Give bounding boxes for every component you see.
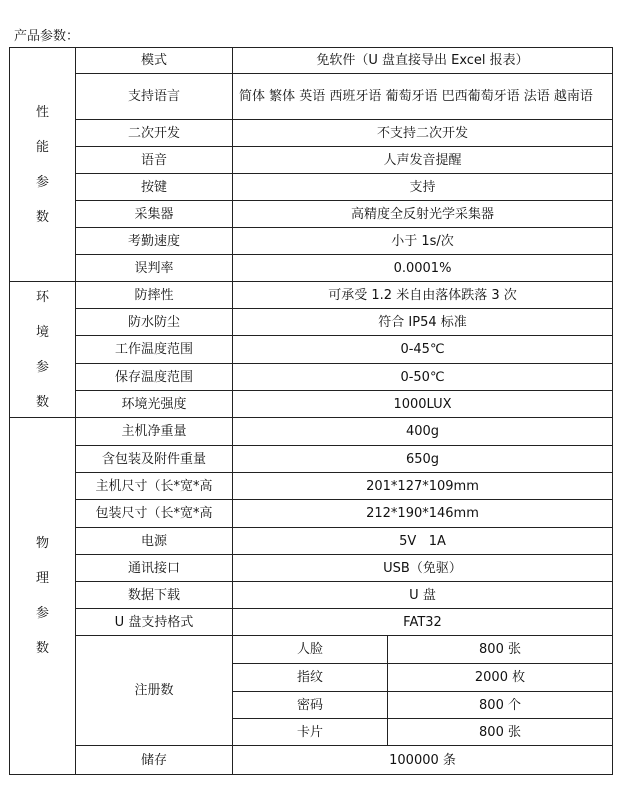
spec-label: 保存温度范围 [76, 364, 233, 391]
registration-item-value: 800 张 [388, 719, 613, 746]
spec-value: 650g [233, 446, 613, 473]
registration-item-value: 2000 枚 [388, 664, 613, 692]
spec-value: 400g [233, 418, 613, 446]
registration-item-value: 800 个 [388, 692, 613, 719]
spec-label: 二次开发 [76, 120, 233, 147]
registration-item-value: 800 张 [388, 636, 613, 664]
spec-label: 按键 [76, 174, 233, 201]
spec-value: 0.0001% [233, 255, 613, 282]
spec-value: FAT32 [233, 609, 613, 636]
table-row [10, 48, 613, 74]
table-row [10, 391, 613, 418]
group-label-char: 能 [35, 139, 49, 155]
spec-label: 通讯接口 [76, 555, 233, 582]
spec-value: U 盘 [233, 582, 613, 609]
group-label-char: 数 [35, 209, 49, 225]
registration-item-name: 卡片 [233, 719, 388, 746]
spec-value: 免软件（U 盘直接导出 Excel 报表） [233, 48, 613, 74]
spec-label: 含包装及附件重量 [76, 446, 233, 473]
table-row [10, 528, 613, 555]
spec-value: 1000LUX [233, 391, 613, 418]
spec-label: 误判率 [76, 255, 233, 282]
spec-value: 支持 [233, 174, 613, 201]
spec-value: 可承受 1.2 米自由落体跌落 3 次 [233, 282, 613, 309]
table-row [10, 255, 613, 282]
spec-value: 人声发音提醒 [233, 147, 613, 174]
spec-value: 212*190*146mm [233, 500, 613, 528]
group-label-char: 参 [35, 359, 49, 375]
registration-item-name: 人脸 [233, 636, 388, 664]
registration-item-name: 指纹 [233, 664, 388, 692]
spec-label: 防摔性 [76, 282, 233, 309]
spec-value: 不支持二次开发 [233, 120, 613, 147]
group-label-char: 境 [35, 324, 49, 340]
table-row [10, 636, 613, 664]
table-row [10, 282, 613, 309]
group-label-char: 性 [35, 104, 49, 120]
spec-label: 工作温度范围 [76, 336, 233, 364]
spec-label: 语音 [76, 147, 233, 174]
group-label-char: 环 [35, 289, 49, 305]
group-label-char: 理 [35, 571, 49, 586]
group-label-char: 数 [35, 641, 49, 656]
registration-item-name: 密码 [233, 692, 388, 719]
spec-value: 100000 条 [233, 746, 613, 775]
table-row [10, 228, 613, 255]
spec-value: 符合 IP54 标准 [233, 309, 613, 336]
spec-label: 环境光强度 [76, 391, 233, 418]
group-label-physical [10, 418, 76, 775]
page-title: 产品参数： [14, 29, 80, 44]
table-row [10, 74, 613, 120]
table-row [10, 446, 613, 473]
spec-label: 主机净重量 [76, 418, 233, 446]
spec-label: 主机尺寸（长*宽*高 [76, 473, 233, 500]
table-row [10, 147, 613, 174]
table-row [10, 418, 613, 446]
spec-label: 包装尺寸（长*宽*高 [76, 500, 233, 528]
spec-label: 防水防尘 [76, 309, 233, 336]
spec-label: 电源 [76, 528, 233, 555]
spec-value: 201*127*109mm [233, 473, 613, 500]
group-label-environment [10, 282, 76, 418]
spec-value: 简体 繁体 英语 西班牙语 葡萄牙语 巴西葡萄牙语 法语 越南语 [233, 74, 613, 120]
group-label-performance [10, 48, 76, 282]
spec-label: 储存 [76, 746, 233, 775]
spec-label: 数据下载 [76, 582, 233, 609]
table-row [10, 582, 613, 609]
spec-label: U 盘支持格式 [76, 609, 233, 636]
spec-value: 小于 1s/次 [233, 228, 613, 255]
spec-table [9, 47, 613, 775]
spec-label: 模式 [76, 48, 233, 74]
table-row [10, 555, 613, 582]
table-row [10, 473, 613, 500]
group-label-char: 参 [35, 606, 49, 621]
table-row [10, 746, 613, 775]
spec-label: 支持语言 [76, 74, 233, 120]
group-label-char: 数 [35, 394, 49, 410]
group-label-char: 物 [35, 536, 49, 551]
spec-label: 考勤速度 [76, 228, 233, 255]
table-row [10, 309, 613, 336]
spec-value: 0-45℃ [233, 336, 613, 364]
spec-value: 0-50℃ [233, 364, 613, 391]
spec-label: 采集器 [76, 201, 233, 228]
table-row [10, 609, 613, 636]
table-row [10, 120, 613, 147]
spec-value: 5V 1A [233, 528, 613, 555]
table-row [10, 174, 613, 201]
group-label-char: 参 [35, 174, 49, 190]
table-row [10, 336, 613, 364]
table-row [10, 500, 613, 528]
table-row [10, 201, 613, 228]
spec-value: USB（免驱） [233, 555, 613, 582]
table-row [10, 364, 613, 391]
spec-value: 高精度全反射光学采集器 [233, 201, 613, 228]
registration-label: 注册数 [76, 636, 233, 746]
